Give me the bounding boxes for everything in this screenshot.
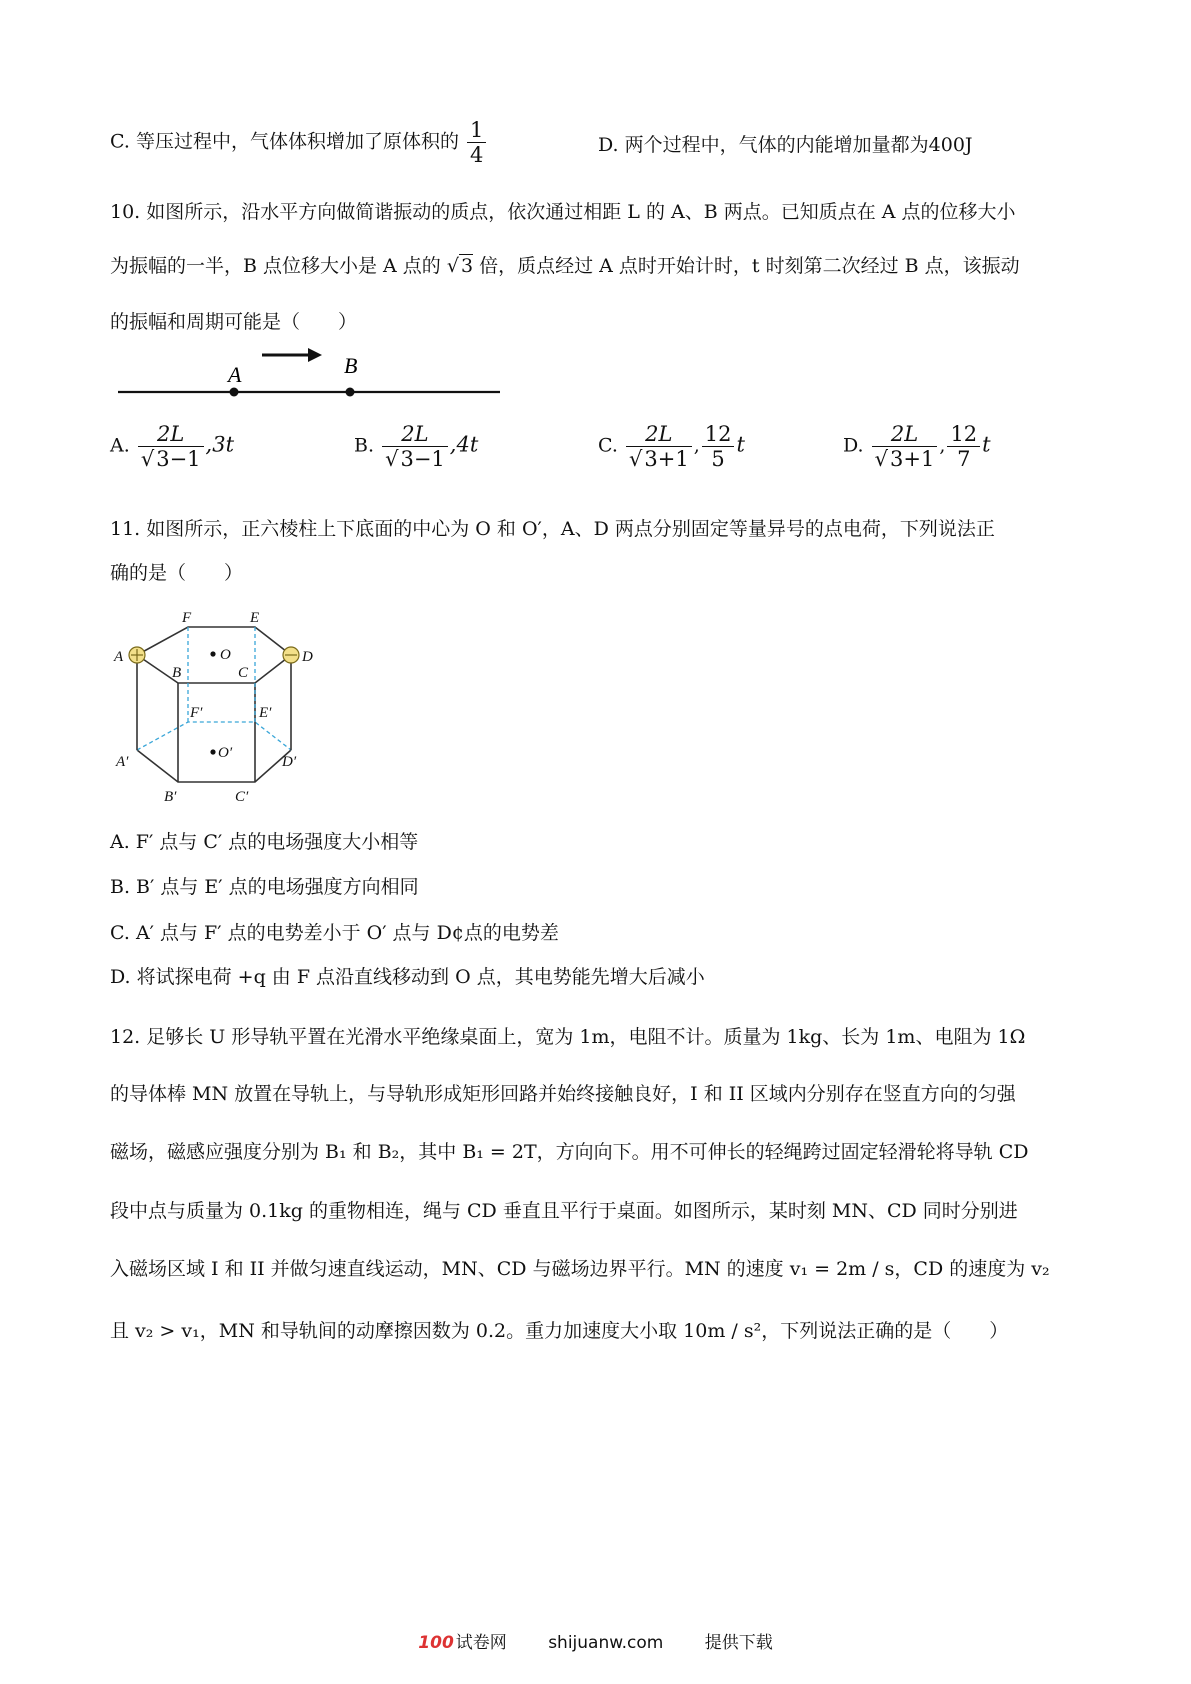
point-b — [346, 388, 355, 397]
q12-line-1: 12. 足够长 U 形导轨平置在光滑水平绝缘桌面上，宽为 1m，电阻不计。质量为 1kg、长为 1m、电阻为 1Ω — [110, 1026, 1026, 1048]
bottom-back-edges — [137, 722, 291, 750]
q9-option-d: D. 两个过程中，气体的内能增加量都为400J — [598, 134, 973, 156]
label-e: E — [250, 610, 260, 626]
label-d: D — [302, 649, 313, 665]
label-o: O — [220, 647, 231, 663]
label-f: F — [182, 610, 192, 626]
center-o — [210, 651, 215, 656]
q10-option-d: D. $\frac{2L}{√3+1}$ , $\frac{12}{7}$ t — [843, 422, 991, 472]
q11-option-c: C. A′ 点与 F′ 点的电势差小于 O′ 点与 D¢点的电势差 — [110, 922, 559, 944]
site-logo: 100 — [418, 1633, 454, 1653]
q10-line-3: 的振幅和周期可能是（ ） — [110, 311, 358, 333]
label-op: O′ — [218, 745, 233, 761]
q12-line-5: 入磁场区域 I 和 II 并做匀速直线运动，MN、CD 与磁场边界平行。MN 的速度 v₁ = 2m / s，CD 的速度为 v₂ — [110, 1258, 1050, 1280]
q10-figure — [110, 340, 510, 405]
label-a: A — [114, 649, 124, 665]
label-b: B — [344, 353, 358, 378]
label-cp: C′ — [235, 789, 249, 805]
q11-hex-prism-figure — [110, 600, 330, 810]
download-text: 提供下载 — [704, 1633, 773, 1653]
point-a — [230, 388, 239, 397]
q10-line-2: 为振幅的一半，B 点位移大小是 A 点的 √ 3 倍，质点经过 A 点时开始计时，t 时刻第二次经过 B 点，该振动 — [110, 255, 1020, 277]
page-footer — [0, 1628, 1191, 1653]
label-bp: B′ — [164, 789, 177, 805]
q10-line-1: 10. 如图所示，沿水平方向做简谐振动的质点，依次通过相距 L 的 A、B 两点。已知质点在 A 点的位移大小 — [110, 201, 1016, 223]
fraction: $\frac{1}{4}$ — [467, 118, 486, 167]
q12-line-4: 段中点与质量为 0.1kg 的重物相连，绳与 CD 垂直且平行于桌面。如图所示，某时刻 MN、CD 同时分别进 — [110, 1200, 1018, 1222]
site-url[interactable]: shijuanw.com — [548, 1633, 664, 1653]
q10-option-b: B. $\frac{2L}{√3-1}$ ,4t — [354, 422, 479, 472]
q11-option-d: D. 将试探电荷 +q 由 F 点沿直线移动到 O 点，其电势能先增大后减小 — [110, 966, 705, 988]
center-op — [210, 749, 215, 754]
label-dp: D′ — [282, 754, 297, 770]
label-b: B — [172, 665, 182, 681]
label-ep: E′ — [259, 705, 272, 721]
q11-option-b: B. B′ 点与 E′ 点的电场强度方向相同 — [110, 876, 419, 898]
q11-line-1: 11. 如图所示，正六棱柱上下底面的中心为 O 和 O′，A、D 两点分别固定等量异号的点电荷，下列说法正 — [110, 518, 995, 540]
bottom-front-edges — [137, 750, 291, 782]
q12-line-2: 的导体棒 MN 放置在导轨上，与导轨形成矩形回路并始终接触良好，I 和 II 区域内分别存在竖直方向的匀强 — [110, 1083, 1016, 1105]
q11-option-a: A. F′ 点与 C′ 点的电场强度大小相等 — [110, 831, 419, 853]
label-c: C — [238, 665, 249, 681]
q11-line-2: 确的是（ ） — [110, 562, 244, 584]
q10-option-a: A. $\frac{2L}{√3-1}$ ,3t — [110, 422, 235, 472]
q12-line-3: 磁场，磁感应强度分别为 B₁ 和 B₂，其中 B₁ = 2T，方向向下。用不可伸长的轻绳跨过固定轻滑轮将导轨 CD — [110, 1141, 1029, 1163]
label-ap: A′ — [116, 754, 129, 770]
label-a: A — [228, 362, 242, 387]
site-name: 试卷网 — [455, 1633, 507, 1653]
arrow-head-icon — [308, 348, 322, 362]
q9-option-c: C. 等压过程中，气体体积增加了原体积的 $\frac{1}{4}$ — [110, 118, 488, 167]
q12-line-6: 且 v₂ > v₁，MN 和导轨间的动摩擦因数为 0.2。重力加速度大小取 10m / s²，下列说法正确的是（ ） — [110, 1320, 1009, 1342]
label-fp: F′ — [190, 705, 203, 721]
q10-option-c: C. $\frac{2L}{√3+1}$ , $\frac{12}{5}$ t — [598, 422, 745, 472]
